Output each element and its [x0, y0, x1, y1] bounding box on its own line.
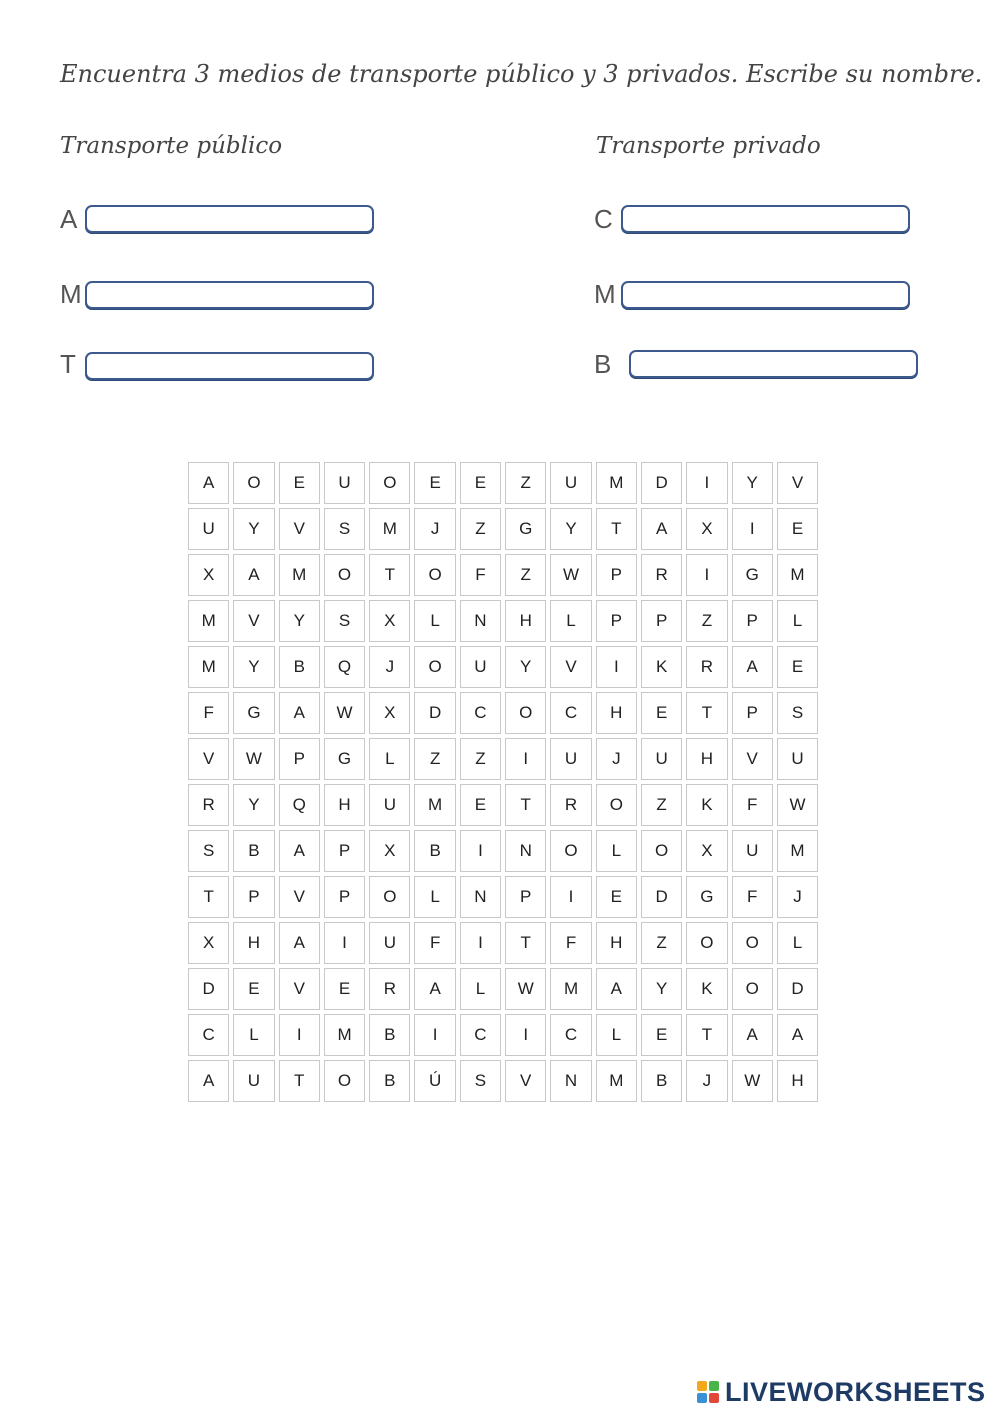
grid-cell[interactable]: M	[188, 646, 229, 688]
grid-cell[interactable]: E	[777, 508, 818, 550]
grid-cell[interactable]: R	[686, 646, 727, 688]
grid-cell[interactable]: G	[505, 508, 546, 550]
grid-cell[interactable]: U	[732, 830, 773, 872]
grid-cell[interactable]: W	[550, 554, 591, 596]
grid-cell[interactable]: R	[188, 784, 229, 826]
grid-cell[interactable]: T	[505, 784, 546, 826]
public-answer-3[interactable]	[85, 352, 374, 380]
grid-cell[interactable]: L	[550, 600, 591, 642]
grid-cell[interactable]: F	[732, 876, 773, 918]
grid-cell[interactable]: A	[596, 968, 637, 1010]
grid-cell[interactable]: U	[641, 738, 682, 780]
grid-cell[interactable]: E	[414, 462, 455, 504]
grid-cell[interactable]: F	[460, 554, 501, 596]
grid-cell[interactable]: N	[550, 1060, 591, 1102]
grid-cell[interactable]: E	[460, 784, 501, 826]
grid-cell[interactable]: V	[279, 876, 320, 918]
liveworksheets-logo	[697, 1374, 986, 1410]
grid-cell[interactable]: H	[233, 922, 274, 964]
grid-cell[interactable]: Z	[460, 738, 501, 780]
grid-cell[interactable]: V	[188, 738, 229, 780]
grid-cell[interactable]: A	[233, 554, 274, 596]
grid-cell[interactable]: F	[414, 922, 455, 964]
grid-cell[interactable]: M	[369, 508, 410, 550]
private-answer-2-input[interactable]	[623, 283, 908, 307]
grid-cell[interactable]: W	[505, 968, 546, 1010]
grid-cell[interactable]: N	[460, 876, 501, 918]
grid-cell[interactable]: I	[505, 1014, 546, 1056]
grid-cell[interactable]: M	[596, 1060, 637, 1102]
grid-cell[interactable]: P	[641, 600, 682, 642]
grid-cell[interactable]: R	[550, 784, 591, 826]
grid-cell[interactable]: Z	[414, 738, 455, 780]
grid-cell[interactable]: A	[279, 922, 320, 964]
grid-cell[interactable]: X	[369, 600, 410, 642]
grid-cell[interactable]: S	[460, 1060, 501, 1102]
grid-cell[interactable]: H	[505, 600, 546, 642]
grid-cell[interactable]: V	[233, 600, 274, 642]
grid-cell[interactable]: X	[369, 692, 410, 734]
grid-cell[interactable]: G	[324, 738, 365, 780]
public-letter-a: A	[60, 204, 78, 234]
grid-cell[interactable]: C	[188, 1014, 229, 1056]
grid-cell[interactable]: E	[641, 1014, 682, 1056]
grid-cell[interactable]: D	[641, 876, 682, 918]
grid-cell[interactable]: D	[188, 968, 229, 1010]
grid-cell[interactable]: J	[686, 1060, 727, 1102]
grid-cell[interactable]: I	[324, 922, 365, 964]
grid-cell[interactable]: H	[596, 922, 637, 964]
grid-cell[interactable]: V	[732, 738, 773, 780]
grid-cell[interactable]: B	[369, 1060, 410, 1102]
grid-cell[interactable]: D	[777, 968, 818, 1010]
grid-cell[interactable]: O	[686, 922, 727, 964]
grid-cell[interactable]: U	[324, 462, 365, 504]
grid-cell[interactable]: U	[460, 646, 501, 688]
grid-cell[interactable]: E	[777, 646, 818, 688]
grid-cell[interactable]: T	[686, 1014, 727, 1056]
grid-cell[interactable]: L	[596, 1014, 637, 1056]
logo-mark-icon	[697, 1381, 719, 1403]
grid-cell[interactable]: E	[233, 968, 274, 1010]
grid-cell[interactable]: S	[324, 600, 365, 642]
grid-cell[interactable]: I	[686, 462, 727, 504]
grid-cell[interactable]: J	[369, 646, 410, 688]
grid-cell[interactable]: B	[233, 830, 274, 872]
private-answer-3-input[interactable]	[631, 352, 916, 376]
grid-cell[interactable]: D	[414, 692, 455, 734]
public-answer-3-input[interactable]	[87, 354, 372, 378]
grid-cell[interactable]: U	[369, 784, 410, 826]
grid-cell[interactable]: C	[550, 692, 591, 734]
grid-cell[interactable]: Z	[505, 462, 546, 504]
grid-cell[interactable]: G	[686, 876, 727, 918]
grid-cell[interactable]: M	[279, 554, 320, 596]
grid-cell[interactable]: D	[641, 462, 682, 504]
grid-cell[interactable]: L	[777, 922, 818, 964]
grid-cell[interactable]: X	[188, 554, 229, 596]
grid-cell[interactable]: Q	[279, 784, 320, 826]
grid-cell[interactable]: O	[505, 692, 546, 734]
private-transport-heading: Transporte privado	[596, 133, 821, 159]
grid-cell[interactable]: X	[686, 830, 727, 872]
grid-cell[interactable]: L	[233, 1014, 274, 1056]
grid-cell[interactable]: O	[233, 462, 274, 504]
grid-cell[interactable]: P	[732, 692, 773, 734]
grid-cell[interactable]: T	[686, 692, 727, 734]
grid-cell[interactable]: I	[460, 922, 501, 964]
grid-cell[interactable]: B	[641, 1060, 682, 1102]
grid-cell[interactable]: L	[414, 600, 455, 642]
grid-cell[interactable]: P	[233, 876, 274, 918]
public-answer-2[interactable]	[85, 281, 374, 309]
grid-cell[interactable]: A	[279, 692, 320, 734]
grid-cell[interactable]: O	[641, 830, 682, 872]
grid-cell[interactable]: L	[596, 830, 637, 872]
grid-cell[interactable]: A	[279, 830, 320, 872]
grid-cell[interactable]: O	[732, 922, 773, 964]
grid-cell[interactable]: H	[686, 738, 727, 780]
grid-cell[interactable]: M	[550, 968, 591, 1010]
public-letter-m: M	[60, 279, 82, 309]
grid-cell[interactable]: U	[233, 1060, 274, 1102]
grid-cell[interactable]: L	[414, 876, 455, 918]
grid-cell[interactable]: Z	[686, 600, 727, 642]
grid-cell[interactable]: A	[188, 462, 229, 504]
grid-cell[interactable]: O	[369, 876, 410, 918]
grid-cell[interactable]: Y	[641, 968, 682, 1010]
grid-cell[interactable]: M	[596, 462, 637, 504]
grid-cell[interactable]: B	[279, 646, 320, 688]
grid-cell[interactable]: B	[414, 830, 455, 872]
grid-cell[interactable]: Z	[641, 922, 682, 964]
public-transport-heading: Transporte público	[60, 133, 283, 159]
grid-cell[interactable]: Z	[505, 554, 546, 596]
grid-cell[interactable]: P	[324, 876, 365, 918]
grid-cell[interactable]: V	[279, 968, 320, 1010]
grid-cell[interactable]: T	[596, 508, 637, 550]
private-letter-m: M	[594, 279, 616, 309]
grid-cell[interactable]: O	[414, 554, 455, 596]
public-answer-1[interactable]	[85, 205, 374, 233]
grid-cell[interactable]: P	[732, 600, 773, 642]
grid-cell[interactable]: X	[686, 508, 727, 550]
grid-cell[interactable]: M	[414, 784, 455, 826]
word-search-grid	[186, 460, 820, 1104]
grid-cell[interactable]: S	[324, 508, 365, 550]
grid-cell[interactable]: N	[460, 600, 501, 642]
grid-cell[interactable]: F	[550, 922, 591, 964]
grid-cell[interactable]: H	[777, 1060, 818, 1102]
grid-cell[interactable]: E	[279, 462, 320, 504]
grid-cell[interactable]: P	[596, 554, 637, 596]
private-letter-b: B	[594, 349, 612, 379]
private-answer-1-input[interactable]	[623, 207, 908, 231]
grid-cell[interactable]: L	[369, 738, 410, 780]
grid-cell[interactable]: R	[369, 968, 410, 1010]
grid-cell[interactable]: I	[732, 508, 773, 550]
grid-cell[interactable]: E	[324, 968, 365, 1010]
grid-cell[interactable]: Y	[279, 600, 320, 642]
instruction-text: Encuentra 3 medios de transporte público y 3 privados. Escribe su nombre.	[60, 60, 983, 88]
grid-cell[interactable]: S	[777, 692, 818, 734]
grid-cell[interactable]: I	[279, 1014, 320, 1056]
grid-cell[interactable]: I	[596, 646, 637, 688]
grid-cell[interactable]: O	[596, 784, 637, 826]
grid-cell[interactable]: T	[369, 554, 410, 596]
grid-cell[interactable]: L	[460, 968, 501, 1010]
grid-cell[interactable]: A	[414, 968, 455, 1010]
private-answer-2[interactable]	[621, 281, 910, 309]
grid-cell[interactable]: G	[233, 692, 274, 734]
private-answer-3[interactable]	[629, 350, 918, 378]
grid-cell[interactable]: J	[414, 508, 455, 550]
private-answer-1[interactable]	[621, 205, 910, 233]
grid-cell[interactable]: P	[324, 830, 365, 872]
grid-cell[interactable]: I	[414, 1014, 455, 1056]
grid-cell[interactable]: X	[188, 922, 229, 964]
grid-cell[interactable]: W	[732, 1060, 773, 1102]
grid-cell[interactable]: A	[732, 1014, 773, 1056]
grid-cell[interactable]: O	[732, 968, 773, 1010]
grid-cell[interactable]: Ú	[414, 1060, 455, 1102]
grid-cell[interactable]: Y	[233, 508, 274, 550]
grid-cell[interactable]: X	[369, 830, 410, 872]
grid-cell[interactable]: O	[414, 646, 455, 688]
grid-cell[interactable]: U	[550, 462, 591, 504]
grid-cell[interactable]: I	[505, 738, 546, 780]
grid-cell[interactable]: Z	[641, 784, 682, 826]
grid-cell[interactable]: Y	[505, 646, 546, 688]
grid-cell[interactable]: Y	[732, 462, 773, 504]
grid-cell[interactable]: O	[369, 462, 410, 504]
grid-cell[interactable]: O	[324, 554, 365, 596]
grid-cell[interactable]: F	[188, 692, 229, 734]
grid-cell[interactable]: P	[596, 600, 637, 642]
grid-cell[interactable]: P	[505, 876, 546, 918]
grid-cell[interactable]: L	[777, 600, 818, 642]
grid-cell[interactable]: R	[641, 554, 682, 596]
public-answer-1-input[interactable]	[87, 207, 372, 231]
grid-cell[interactable]: U	[777, 738, 818, 780]
grid-cell[interactable]: A	[777, 1014, 818, 1056]
grid-cell[interactable]: J	[596, 738, 637, 780]
grid-cell[interactable]: Y	[233, 646, 274, 688]
grid-cell[interactable]: P	[279, 738, 320, 780]
grid-cell[interactable]: I	[460, 830, 501, 872]
grid-cell[interactable]: T	[505, 922, 546, 964]
grid-cell[interactable]: Y	[550, 508, 591, 550]
grid-cell[interactable]: E	[596, 876, 637, 918]
grid-cell[interactable]: S	[188, 830, 229, 872]
grid-cell[interactable]: U	[369, 922, 410, 964]
grid-cell[interactable]: W	[233, 738, 274, 780]
grid-cell[interactable]: M	[777, 830, 818, 872]
grid-cell[interactable]: K	[641, 646, 682, 688]
grid-cell[interactable]: V	[505, 1060, 546, 1102]
grid-cell[interactable]: U	[550, 738, 591, 780]
grid-cell[interactable]: V	[279, 508, 320, 550]
grid-cell[interactable]: I	[550, 876, 591, 918]
grid-cell[interactable]: Q	[324, 646, 365, 688]
grid-cell[interactable]: V	[777, 462, 818, 504]
grid-cell[interactable]: F	[732, 784, 773, 826]
grid-cell[interactable]: U	[188, 508, 229, 550]
grid-cell[interactable]: C	[460, 1014, 501, 1056]
grid-cell[interactable]: E	[460, 462, 501, 504]
grid-cell[interactable]: Y	[233, 784, 274, 826]
public-answer-2-input[interactable]	[87, 283, 372, 307]
grid-cell[interactable]: A	[641, 508, 682, 550]
grid-cell[interactable]: W	[324, 692, 365, 734]
grid-cell[interactable]: C	[550, 1014, 591, 1056]
logo-text: LIVEWORKSHEETS	[725, 1376, 986, 1407]
grid-cell[interactable]: V	[550, 646, 591, 688]
grid-cell[interactable]: I	[686, 554, 727, 596]
grid-cell[interactable]: K	[686, 784, 727, 826]
grid-cell[interactable]: T	[279, 1060, 320, 1102]
grid-cell[interactable]: G	[732, 554, 773, 596]
grid-cell[interactable]: B	[369, 1014, 410, 1056]
grid-cell[interactable]: M	[188, 600, 229, 642]
grid-cell[interactable]: T	[188, 876, 229, 918]
grid-cell[interactable]: H	[324, 784, 365, 826]
grid-cell[interactable]: N	[505, 830, 546, 872]
grid-cell[interactable]: C	[460, 692, 501, 734]
grid-cell[interactable]: A	[732, 646, 773, 688]
private-letter-c: C	[594, 204, 613, 234]
grid-cell[interactable]: Z	[460, 508, 501, 550]
grid-cell[interactable]: H	[596, 692, 637, 734]
grid-cell[interactable]: K	[686, 968, 727, 1010]
grid-cell[interactable]: E	[641, 692, 682, 734]
grid-cell[interactable]: O	[550, 830, 591, 872]
public-letter-t: T	[60, 349, 76, 379]
grid-cell[interactable]: W	[777, 784, 818, 826]
grid-cell[interactable]: A	[188, 1060, 229, 1102]
grid-cell[interactable]: M	[777, 554, 818, 596]
grid-cell[interactable]: M	[324, 1014, 365, 1056]
grid-cell[interactable]: J	[777, 876, 818, 918]
grid-cell[interactable]: O	[324, 1060, 365, 1102]
